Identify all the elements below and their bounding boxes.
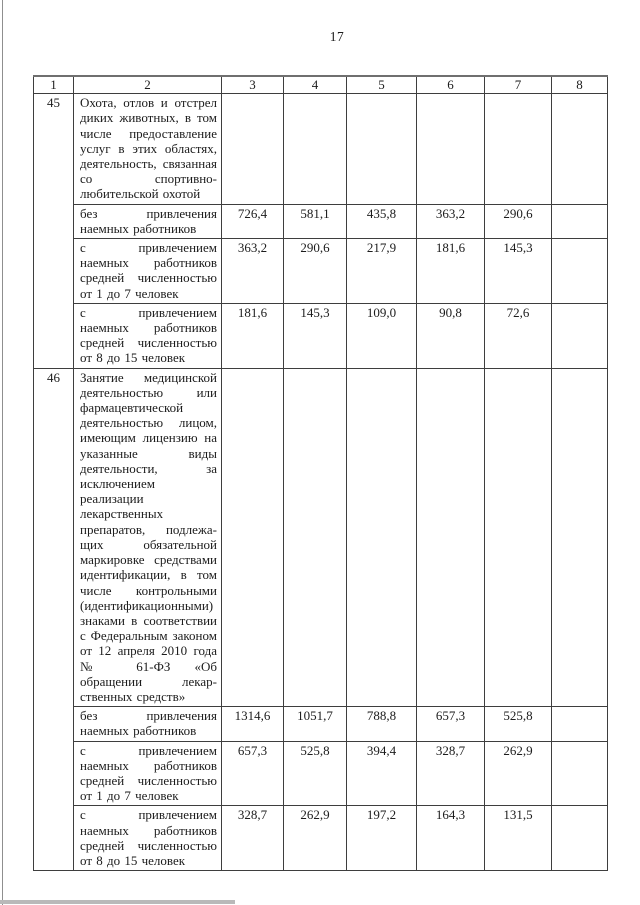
empty-cell (347, 368, 417, 706)
tax-rates-table (33, 75, 608, 871)
label-cell: без привлечения наемных работников (74, 707, 222, 741)
value-cell: 788,8 (347, 707, 417, 741)
value-cell: 1051,7 (284, 707, 347, 741)
col-header-8: 8 (552, 76, 608, 94)
value-cell: 217,9 (347, 239, 417, 304)
empty-cell (552, 94, 608, 204)
activity-description-cell: Занятие медицинской деятельностью или фармацевтической деятельностью лицом, имеющим лицензию на указанные виды деятельности, за исключением реализации лекарственных препаратов, подлежащих обязательной маркировке средствами идентификации, в том числе контрольными (идентификационными) знаками в соответствии с Федеральным законом от 12 апреля 2010 года № 61-ФЗ «Об обращении лекарственных средств» (74, 368, 222, 706)
label-cell: с привлечением наемных работников средней численностью от 1 до 7 человек (74, 741, 222, 806)
empty-cell (485, 368, 552, 706)
label-cell: без привлечения наемных работников (74, 204, 222, 238)
empty-cell (552, 303, 608, 368)
value-cell: 181,6 (417, 239, 485, 304)
table-row-46-employees-1-7 (34, 741, 608, 806)
scan-edge-artifact-bottom (0, 900, 235, 904)
empty-cell (417, 94, 485, 204)
table-row-45-employees-1-7 (34, 239, 608, 304)
table-row-45-description (34, 94, 608, 204)
value-cell: 726,4 (222, 204, 284, 238)
value-cell: 581,1 (284, 204, 347, 238)
empty-cell (552, 368, 608, 706)
value-cell: 90,8 (417, 303, 485, 368)
value-cell: 145,3 (284, 303, 347, 368)
column-number-header-row (34, 76, 608, 94)
col-header-2: 2 (74, 76, 222, 94)
empty-cell (347, 94, 417, 204)
value-cell: 435,8 (347, 204, 417, 238)
label-cell: с привлечением наемных работников средней численностью от 8 до 15 человек (74, 806, 222, 871)
value-cell: 328,7 (417, 741, 485, 806)
value-cell: 164,3 (417, 806, 485, 871)
value-cell: 1314,6 (222, 707, 284, 741)
table-row-46-employees-8-15 (34, 806, 608, 871)
empty-cell (552, 806, 608, 871)
row-number-cell-45: 45 (34, 94, 74, 368)
empty-cell (552, 707, 608, 741)
value-cell: 262,9 (485, 741, 552, 806)
value-cell: 363,2 (417, 204, 485, 238)
col-header-7: 7 (485, 76, 552, 94)
col-header-3: 3 (222, 76, 284, 94)
table-row-45-no-employees (34, 204, 608, 238)
value-cell: 525,8 (485, 707, 552, 741)
value-cell: 72,6 (485, 303, 552, 368)
col-header-4: 4 (284, 76, 347, 94)
value-cell: 181,6 (222, 303, 284, 368)
table-row-46-no-employees (34, 707, 608, 741)
empty-cell (552, 239, 608, 304)
value-cell: 328,7 (222, 806, 284, 871)
page-number: 17 (329, 29, 345, 44)
value-cell: 290,6 (284, 239, 347, 304)
value-cell: 262,9 (284, 806, 347, 871)
value-cell: 394,4 (347, 741, 417, 806)
empty-cell (552, 741, 608, 806)
empty-cell (485, 94, 552, 204)
table-row-46-description (34, 368, 608, 706)
col-header-6: 6 (417, 76, 485, 94)
label-cell: с привлечением наемных работников средней численностью от 1 до 7 человек (74, 239, 222, 304)
table-row-45-employees-8-15 (34, 303, 608, 368)
value-cell: 197,2 (347, 806, 417, 871)
value-cell: 657,3 (222, 741, 284, 806)
value-cell: 145,3 (485, 239, 552, 304)
value-cell: 109,0 (347, 303, 417, 368)
value-cell: 525,8 (284, 741, 347, 806)
empty-cell (417, 368, 485, 706)
value-cell: 363,2 (222, 239, 284, 304)
empty-cell (284, 94, 347, 204)
value-cell: 290,6 (485, 204, 552, 238)
label-cell: с привлечением наемных работников средней численностью от 8 до 15 человек (74, 303, 222, 368)
col-header-1: 1 (34, 76, 74, 94)
empty-cell (284, 368, 347, 706)
empty-cell (552, 204, 608, 238)
scan-edge-artifact-left (2, 0, 3, 905)
row-number-cell-46: 46 (34, 368, 74, 871)
col-header-5: 5 (347, 76, 417, 94)
activity-description-cell: Охота, отлов и отстрел диких животных, в том числе предоставление услуг в этих областях, деятельность, связанная со спортивно-любительской охотой (74, 94, 222, 204)
empty-cell (222, 368, 284, 706)
empty-cell (222, 94, 284, 204)
value-cell: 657,3 (417, 707, 485, 741)
value-cell: 131,5 (485, 806, 552, 871)
